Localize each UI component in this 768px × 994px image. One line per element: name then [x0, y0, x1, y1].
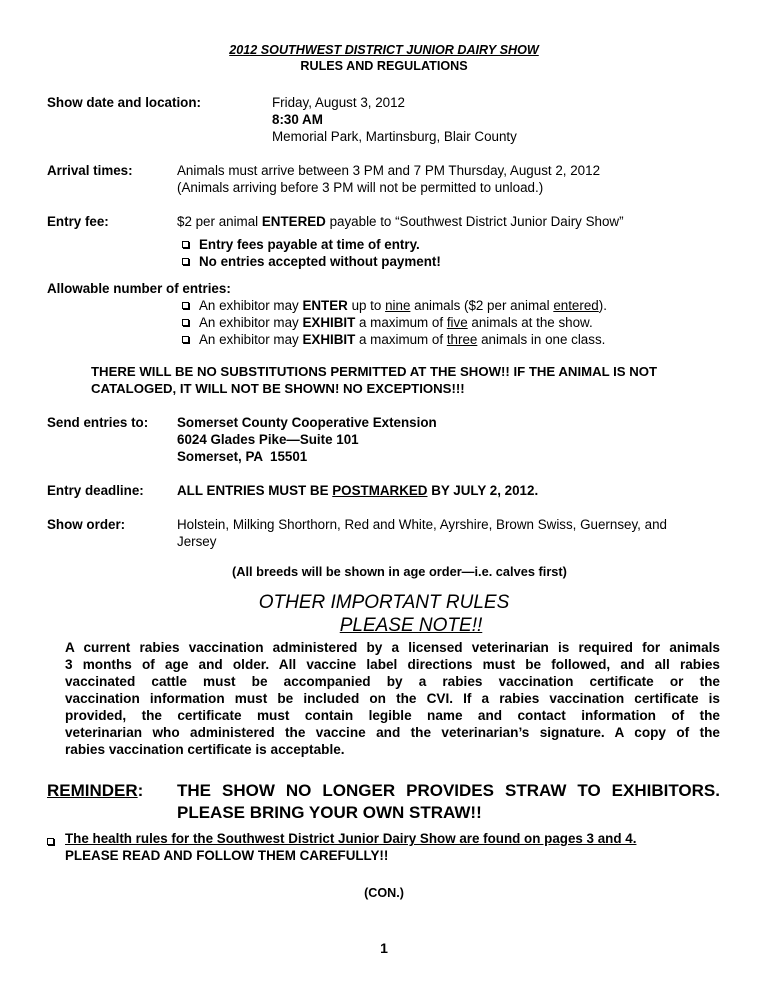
- entry-fee-label: Entry fee:: [47, 214, 109, 229]
- arrival-line-2: (Animals arriving before 3 PM will not be permitted to unload.): [177, 180, 544, 195]
- page-number: 1: [380, 940, 388, 956]
- reminder-text: THE SHOW NO LONGER PROVIDES STRAW TO EXHIBITORS. PLEASE BRING YOUR OWN STRAW!!: [177, 781, 720, 822]
- document-title: 2012 SOUTHWEST DISTRICT JUNIOR DAIRY SHOW: [229, 43, 539, 57]
- send-address-line-2: 6024 Glades Pike—Suite 101: [177, 432, 359, 447]
- rabies-paragraph: A current rabies vaccination administered by a licensed veterinarian is required for animals 3 months of age and older. All vaccine label directions must be followed, and all rabies vaccinated cattle must be accompanied by a rabies vaccination certificate or the vaccination information must be included on the CVI. If a rabies vaccination certificate is provided, the certificate must contain legible name and contact information of the veterinarian who administered the vaccine and the veterinarian’s signature. A copy of the rabies vaccination certificate is acceptable.: [65, 640, 720, 757]
- show-order-label: Show order:: [47, 517, 126, 532]
- entry-deadline-text: ALL ENTRIES MUST BE POSTMARKED BY JULY 2, 2012.: [177, 483, 539, 498]
- checkbox-bullet-icon: [182, 241, 189, 248]
- allowable-bullet-1: An exhibitor may ENTER up to nine animals ($2 per animal entered).: [182, 297, 607, 314]
- warning-line-1: THERE WILL BE NO SUBSTITUTIONS PERMITTED AT THE SHOW!! IF THE ANIMAL IS NOT: [91, 364, 658, 379]
- show-date: Friday, August 3, 2012: [272, 95, 405, 110]
- other-rules-heading: OTHER IMPORTANT RULES: [258, 592, 510, 613]
- entry-fee-bullet-2: No entries accepted without payment!: [182, 253, 441, 270]
- show-order-note: (All breeds will be shown in age order—i.e. calves first): [232, 564, 567, 579]
- show-order-line-2: Jersey: [177, 534, 217, 549]
- send-address-line-3: Somerset, PA 15501: [177, 449, 308, 464]
- warning-line-2: CATALOGED, IT WILL NOT BE SHOWN! NO EXCEPTIONS!!!: [91, 381, 465, 396]
- allowable-label: Allowable number of entries:: [47, 281, 231, 296]
- entry-fee-bullet-1: Entry fees payable at time of entry.: [182, 236, 420, 253]
- reminder-label: REMINDER:: [47, 781, 144, 800]
- checkbox-bullet-icon: [182, 258, 189, 265]
- send-entries-label: Send entries to:: [47, 415, 149, 430]
- checkbox-bullet-icon: [182, 319, 189, 326]
- arrival-line-1: Animals must arrive between 3 PM and 7 PM Thursday, August 2, 2012: [177, 163, 601, 178]
- show-location: Memorial Park, Martinsburg, Blair County: [272, 129, 517, 144]
- health-rules-line-2: PLEASE READ AND FOLLOW THEM CAREFULLY!!: [65, 848, 389, 863]
- allowable-bullet-2: An exhibitor may EXHIBIT a maximum of five animals at the show.: [182, 314, 593, 331]
- arrival-label: Arrival times:: [47, 163, 133, 178]
- checkbox-bullet-icon: [182, 336, 189, 343]
- send-address-line-1: Somerset County Cooperative Extension: [177, 415, 437, 430]
- please-note-heading: PLEASE NOTE!!: [339, 615, 483, 636]
- allowable-bullet-3: An exhibitor may EXHIBIT a maximum of three animals in one class.: [182, 331, 605, 348]
- health-bullet-box: [47, 833, 64, 850]
- health-rules-line-1: The health rules for the Southwest District Junior Dairy Show are found on pages 3 and 4.: [65, 831, 637, 846]
- show-time: 8:30 AM: [272, 112, 323, 127]
- show-order-line-1: Holstein, Milking Shorthorn, Red and White, Ayrshire, Brown Swiss, Guernsey, and: [177, 517, 667, 532]
- document-subtitle: RULES AND REGULATIONS: [300, 59, 468, 73]
- show-date-label: Show date and location:: [47, 95, 201, 110]
- entry-deadline-label: Entry deadline:: [47, 483, 144, 498]
- checkbox-bullet-icon: [47, 838, 54, 845]
- entry-fee-text: $2 per animal ENTERED payable to “Southwest District Junior Dairy Show”: [177, 214, 624, 229]
- checkbox-bullet-icon: [182, 302, 189, 309]
- continued-label: (CON.): [364, 886, 404, 900]
